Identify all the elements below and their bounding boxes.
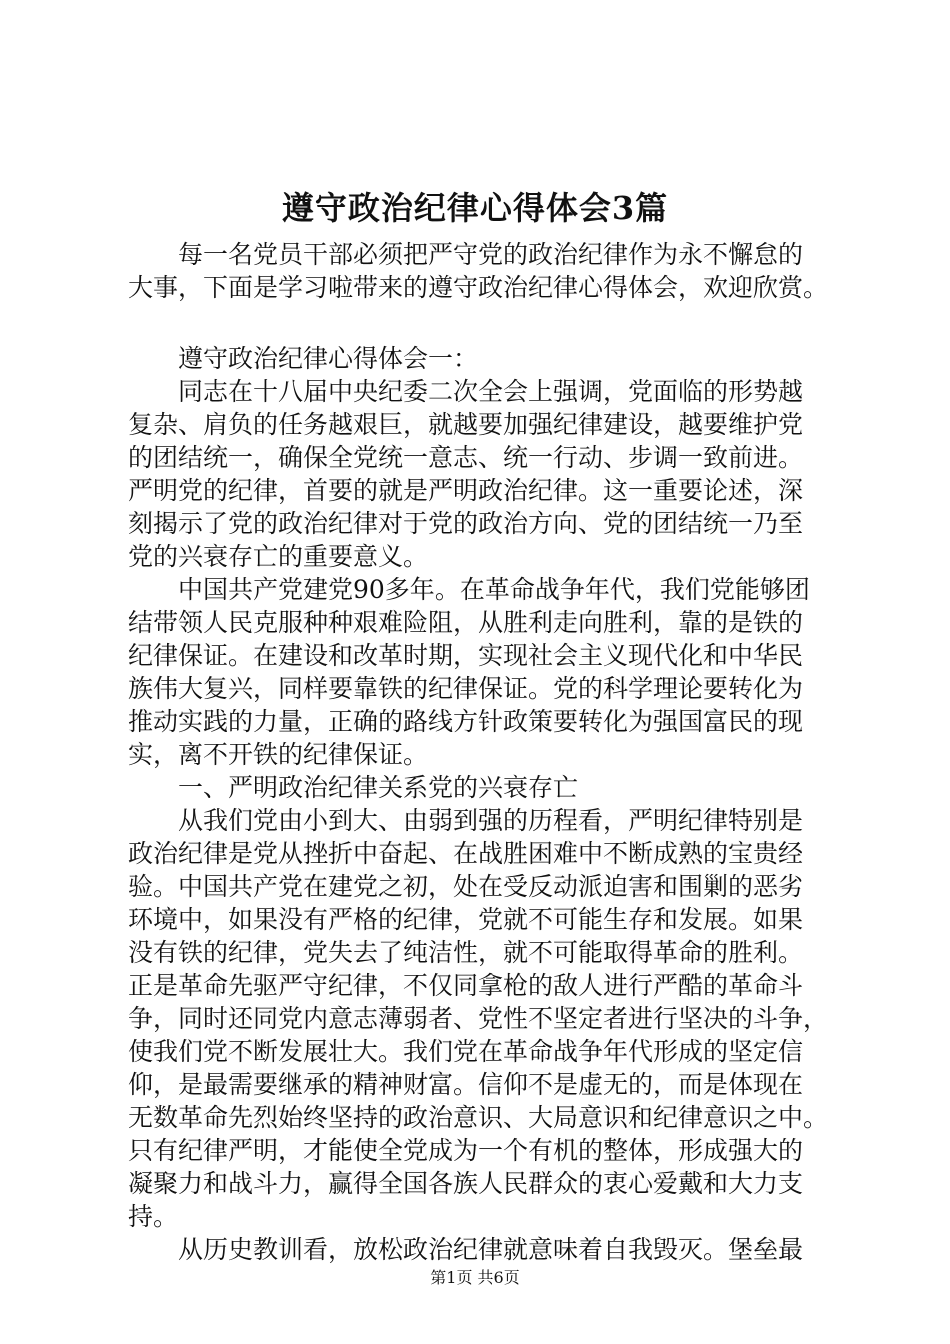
text-line: 使我们党不断发展壮大。我们党在革命战争年代形成的坚定信	[128, 1037, 804, 1066]
text-line: 的团结统一，确保全党统一意志、统一行动、步调一致前进。	[128, 443, 804, 472]
text-line: 刻揭示了党的政治纪律对于党的政治方向、党的团结统一乃至	[128, 509, 804, 538]
text-line: 凝聚力和战斗力，赢得全国各族人民群众的衷心爱戴和大力支	[128, 1169, 804, 1198]
text-line: 无数革命先烈始终坚持的政治意识、大局意识和纪律意识之中。	[128, 1103, 829, 1132]
text-line: 复杂、肩负的任务越艰巨，就越要加强纪律建设，越要维护党	[128, 410, 804, 439]
text-line: 验。中国共产党在建党之初，处在受反动派迫害和围剿的恶劣	[128, 872, 804, 901]
text-line: 严明党的纪律，首要的就是严明政治纪律。这一重要论述，深	[128, 476, 804, 505]
document-body	[128, 238, 834, 1266]
text-line: 从我们党由小到大、由弱到强的历程看，严明纪律特别是	[128, 806, 804, 835]
paragraph-gap	[128, 304, 834, 342]
text-line: 争，同时还同党内意志薄弱者、党性不坚定者进行坚决的斗争，	[128, 1004, 829, 1033]
text-line: 只有纪律严明，才能使全党成为一个有机的整体，形成强大的	[128, 1136, 804, 1165]
text-line: 党的兴衰存亡的重要意义。	[128, 542, 429, 571]
text-line: 没有铁的纪律，党失去了纯洁性，就不可能取得革命的胜利。	[128, 938, 804, 967]
text-line: 每一名党员干部必须把严守党的政治纪律作为永不懈怠的	[128, 240, 804, 269]
text-line: 环境中，如果没有严格的纪律，党就不可能生存和发展。如果	[128, 905, 804, 934]
text-line: 一、严明政治纪律关系党的兴衰存亡	[128, 773, 579, 802]
text-line: 纪律保证。在建设和改革时期，实现社会主义现代化和中华民	[128, 641, 804, 670]
text-line: 族伟大复兴，同样要靠铁的纪律保证。党的科学理论要转化为	[128, 674, 804, 703]
text-line: 结带领人民克服种种艰难险阻，从胜利走向胜利，靠的是铁的	[128, 608, 804, 637]
text-line: 实，离不开铁的纪律保证。	[128, 740, 429, 769]
text-line: 仰，是最需要继承的精神财富。信仰不是虚无的，而是体现在	[128, 1070, 804, 1099]
page-footer: 第1页 共6页	[430, 1268, 520, 1287]
text-line: 同志在十八届中央纪委二次全会上强调，党面临的形势越	[128, 377, 804, 406]
document-title: 遵守政治纪律心得体会3篇	[281, 189, 669, 227]
text-line: 大事，下面是学习啦带来的遵守政治纪律心得体会，欢迎欣赏。	[128, 273, 829, 302]
text-line: 正是革命先驱严守纪律，不仅同拿枪的敌人进行严酷的革命斗	[128, 971, 804, 1000]
text-line: 推动实践的力量，正确的路线方针政策要转化为强国富民的现	[128, 707, 804, 736]
text-line: 持。	[128, 1202, 179, 1231]
text-line: 遵守政治纪律心得体会一：	[128, 344, 479, 373]
text-line: 从历史教训看，放松政治纪律就意味着自我毁灭。堡垒最	[128, 1235, 804, 1264]
text-line: 政治纪律是党从挫折中奋起、在战胜困难中不断成熟的宝贵经	[128, 839, 804, 868]
text-line: 中国共产党建党90多年。在革命战争年代，我们党能够团	[128, 575, 810, 604]
